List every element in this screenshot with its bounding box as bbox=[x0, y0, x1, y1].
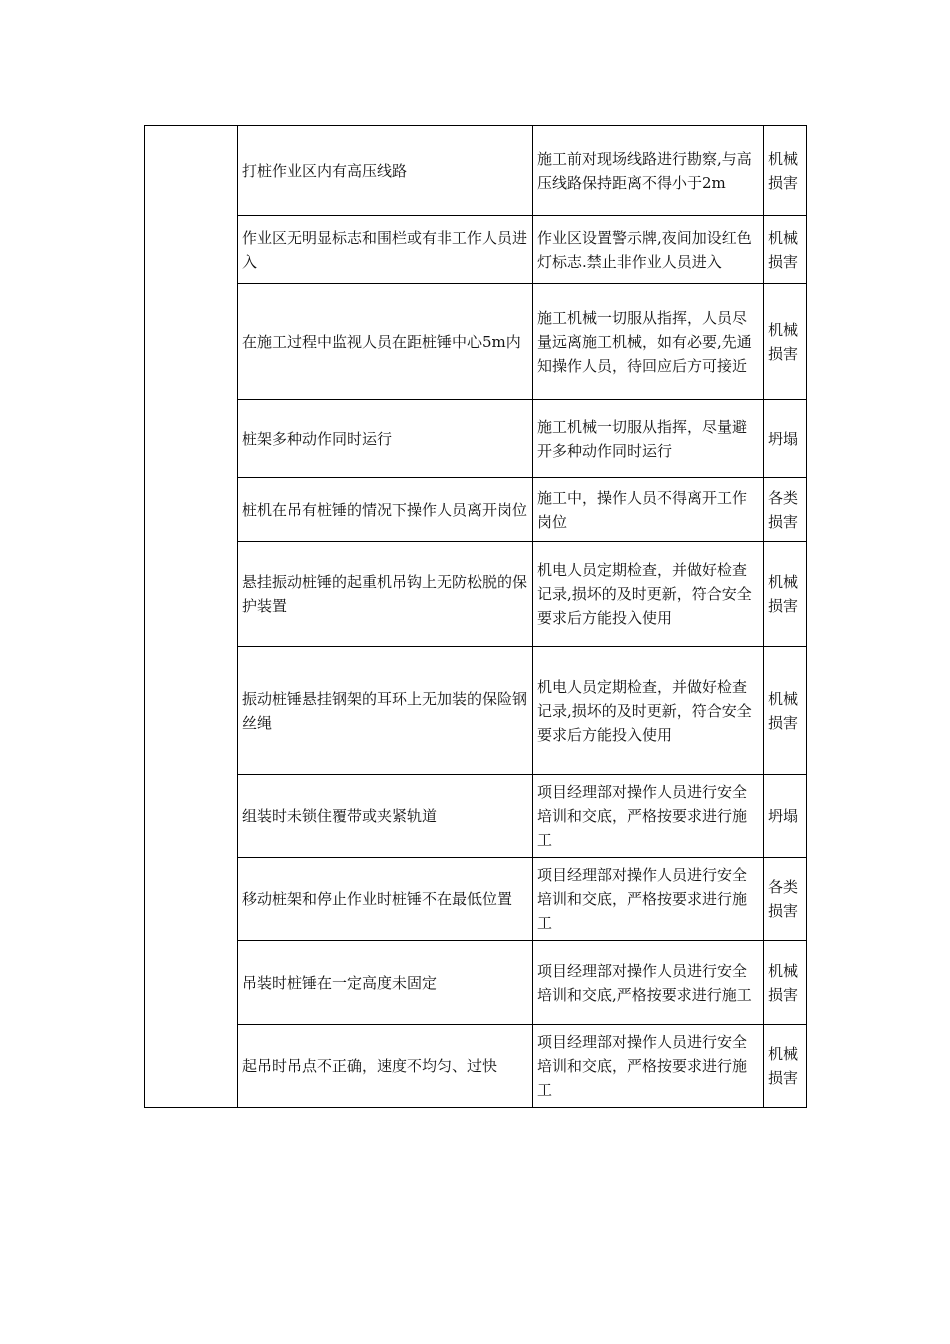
hazard-cell: 作业区无明显标志和围栏或有非工作人员进入 bbox=[238, 216, 533, 284]
table-row bbox=[145, 858, 807, 941]
hazard-cell: 起吊时吊点不正确，速度不均匀、过快 bbox=[238, 1025, 533, 1108]
table-row bbox=[145, 647, 807, 775]
measure-cell: 项目经理部对操作人员进行安全培训和交底，严格按要求进行施工 bbox=[533, 858, 764, 941]
measure-cell: 项目经理部对操作人员进行安全培训和交底，严格按要求进行施工 bbox=[533, 775, 764, 858]
measure-cell: 项目经理部对操作人员进行安全培训和交底,严格按要求进行施工 bbox=[533, 941, 764, 1025]
hazard-cell: 桩机在吊有桩锤的情况下操作人员离开岗位 bbox=[238, 478, 533, 542]
hazard-type-cell: 各类损害 bbox=[764, 478, 807, 542]
measure-cell: 机电人员定期检查，并做好检查记录,损坏的及时更新，符合安全要求后方能投入使用 bbox=[533, 647, 764, 775]
table-row bbox=[145, 941, 807, 1025]
hazard-cell: 吊装时桩锤在一定高度未固定 bbox=[238, 941, 533, 1025]
hazard-type-cell: 机械损害 bbox=[764, 1025, 807, 1108]
table-row bbox=[145, 400, 807, 478]
measure-cell: 施工机械一切服从指挥，尽量避开多种动作同时运行 bbox=[533, 400, 764, 478]
hazard-cell: 振动桩锤悬挂钢架的耳环上无加装的保险钢丝绳 bbox=[238, 647, 533, 775]
hazard-type-cell: 机械损害 bbox=[764, 941, 807, 1025]
hazard-table bbox=[144, 125, 807, 1108]
table-row bbox=[145, 542, 807, 647]
hazard-cell: 桩架多种动作同时运行 bbox=[238, 400, 533, 478]
hazard-type-cell: 机械损害 bbox=[764, 126, 807, 216]
measure-cell: 机电人员定期检查，并做好检查记录,损坏的及时更新，符合安全要求后方能投入使用 bbox=[533, 542, 764, 647]
hazard-cell: 组装时未锁住覆带或夹紧轨道 bbox=[238, 775, 533, 858]
measure-cell: 作业区设置警示牌,夜间加设红色灯标志.禁止非作业人员进入 bbox=[533, 216, 764, 284]
measure-cell: 项目经理部对操作人员进行安全培训和交底，严格按要求进行施工 bbox=[533, 1025, 764, 1108]
hazard-cell: 在施工过程中监视人员在距桩锤中心5m内 bbox=[238, 284, 533, 400]
table-row bbox=[145, 775, 807, 858]
table-row bbox=[145, 284, 807, 400]
hazard-type-cell: 机械损害 bbox=[764, 542, 807, 647]
table-row bbox=[145, 216, 807, 284]
hazard-cell: 打桩作业区内有高压线路 bbox=[238, 126, 533, 216]
hazard-type-cell: 机械损害 bbox=[764, 284, 807, 400]
measure-cell: 施工前对现场线路进行勘察,与高压线路保持距离不得小于2m bbox=[533, 126, 764, 216]
table-row bbox=[145, 1025, 807, 1108]
measure-cell: 施工中，操作人员不得离开工作岗位 bbox=[533, 478, 764, 542]
measure-cell: 施工机械一切服从指挥，人员尽量远离施工机械，如有必要,先通知操作人员，待回应后方可接近 bbox=[533, 284, 764, 400]
hazard-type-cell: 坍塌 bbox=[764, 400, 807, 478]
hazard-cell: 移动桩架和停止作业时桩锤不在最低位置 bbox=[238, 858, 533, 941]
table-row bbox=[145, 478, 807, 542]
merged-empty-cell bbox=[145, 126, 238, 1108]
table-row bbox=[145, 126, 807, 216]
hazard-type-cell: 机械损害 bbox=[764, 647, 807, 775]
hazard-type-cell: 坍塌 bbox=[764, 775, 807, 858]
hazard-cell: 悬挂振动桩锤的起重机吊钩上无防松脱的保护装置 bbox=[238, 542, 533, 647]
hazard-type-cell: 各类损害 bbox=[764, 858, 807, 941]
hazard-type-cell: 机械损害 bbox=[764, 216, 807, 284]
